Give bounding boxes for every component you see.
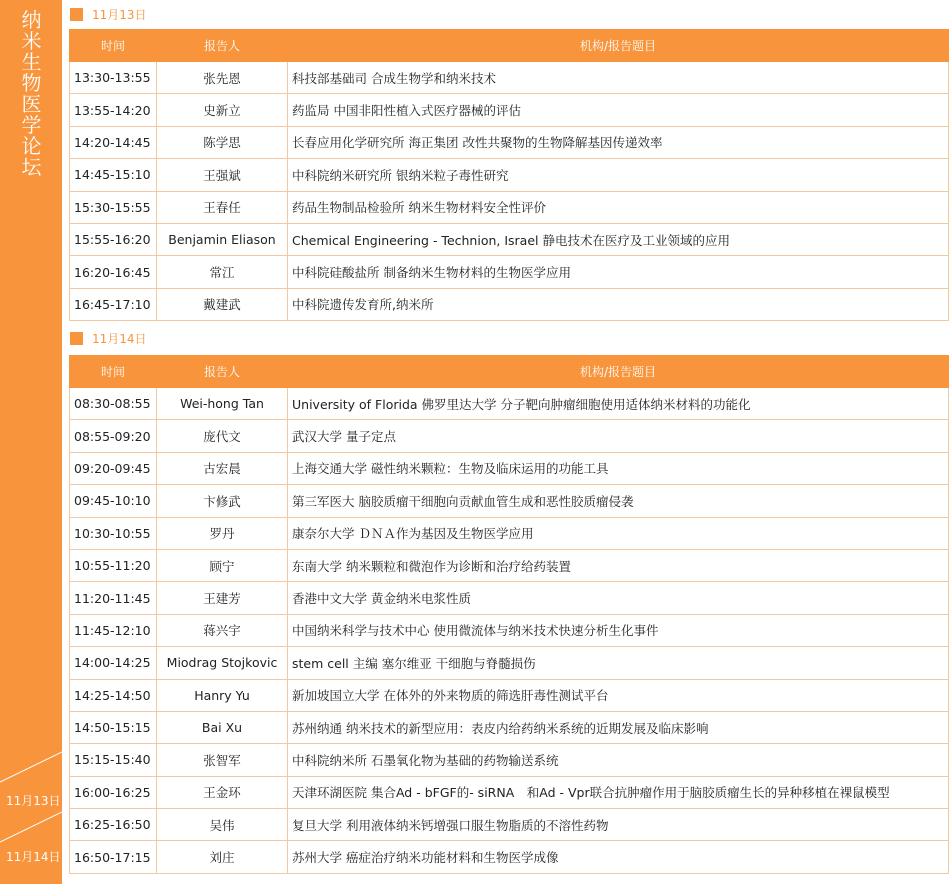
- time-cell: 16:45-17:10: [70, 288, 157, 320]
- time-cell: 08:30-08:55: [70, 388, 157, 420]
- time-cell: 15:30-15:55: [70, 191, 157, 223]
- topic-cell: 药品生物制品检验所 纳米生物材料安全性评价: [288, 191, 949, 223]
- sidebar: [0, 0, 62, 884]
- time-cell: 09:45-10:10: [70, 485, 157, 517]
- speaker-cell: 王金环: [157, 776, 288, 808]
- col-header-time: 时间: [70, 356, 157, 388]
- topic-cell: stem cell 主编 塞尔维亚 干细胞与脊髓损伤: [288, 647, 949, 679]
- speaker-cell: Hanry Yu: [157, 679, 288, 711]
- topic-cell: 康奈尔大学 ＤＮＡ作为基因及生物医学应用: [288, 517, 949, 549]
- time-cell: 15:15-15:40: [70, 744, 157, 776]
- header-row: [70, 356, 949, 388]
- time-cell: 16:00-16:25: [70, 776, 157, 808]
- date-marker-icon: [70, 332, 83, 345]
- time-cell: 13:30-13:55: [70, 62, 157, 94]
- table-row: [70, 388, 949, 420]
- speaker-cell: Benjamin Eliason: [157, 223, 288, 255]
- col-header-speaker: 报告人: [157, 356, 288, 388]
- topic-cell: 天津环湖医院 集合Ad - bFGF的- siRNA 和Ad - Vpr联合抗肿瘤作用于脑胶质瘤生长的异种移植在裸鼠模型: [288, 776, 949, 808]
- topic-cell: 第三军医大 脑胶质瘤干细胞向贡献血管生成和恶性胶质瘤侵袭: [288, 485, 949, 517]
- col-header-time: 时间: [70, 30, 157, 62]
- time-cell: 11:45-12:10: [70, 614, 157, 646]
- speaker-cell: 古宏晨: [157, 452, 288, 484]
- speaker-cell: 张先恩: [157, 62, 288, 94]
- day-date: 11月13日: [92, 7, 147, 22]
- speaker-cell: 王建芳: [157, 582, 288, 614]
- speaker-cell: 戴建武: [157, 288, 288, 320]
- topic-cell: 苏州纳通 纳米技术的新型应用：表皮内给药纳米系统的近期发展及临床影响: [288, 711, 949, 743]
- forum-title: 纳米生物医学论坛: [21, 8, 43, 179]
- topic-cell: 中国纳米科学与技术中心 使用微流体与纳米技术快速分析生化事件: [288, 614, 949, 646]
- table-row: [70, 288, 949, 320]
- table-row: [70, 744, 949, 776]
- topic-cell: 复旦大学 利用液体纳米钙增强口服生物脂质的不溶性药物: [288, 809, 949, 841]
- topic-cell: 长春应用化学研究所 海正集团 改性共聚物的生物降解基因传递效率: [288, 126, 949, 158]
- time-cell: 09:20-09:45: [70, 452, 157, 484]
- topic-cell: 中科院纳米研究所 银纳米粒子毒性研究: [288, 159, 949, 191]
- topic-cell: 东南大学 纳米颗粒和微泡作为诊断和治疗给药装置: [288, 549, 949, 581]
- speaker-cell: 卞修武: [157, 485, 288, 517]
- topic-cell: 中科院硅酸盐所 制备纳米生物材料的生物医学应用: [288, 256, 949, 288]
- table-row: [70, 841, 949, 873]
- topic-cell: Chemical Engineering - Technion, Israel 静电技术在医疗及工业领域的应用: [288, 223, 949, 255]
- topic-cell: 香港中文大学 黄金纳米电浆性质: [288, 582, 949, 614]
- topic-cell: 药监局 中国非阳性植入式医疗器械的评估: [288, 94, 949, 126]
- speaker-cell: 吴伟: [157, 809, 288, 841]
- nav-day-nov14[interactable]: 11月14日: [6, 850, 61, 864]
- table-row: [70, 256, 949, 288]
- topic-cell: 新加坡国立大学 在体外的外来物质的筛选肝毒性测试平台: [288, 679, 949, 711]
- topic-cell: 苏州大学 癌症治疗纳米功能材料和生物医学成像: [288, 841, 949, 873]
- time-cell: 10:30-10:55: [70, 517, 157, 549]
- date-marker-icon: [70, 8, 83, 21]
- topic-cell: 中科院遗传发育所,纳米所: [288, 288, 949, 320]
- time-cell: 14:50-15:15: [70, 711, 157, 743]
- speaker-cell: Wei-hong Tan: [157, 388, 288, 420]
- topic-cell: University of Florida 佛罗里达大学 分子靶向肿瘤细胞使用适体纳米材料的功能化: [288, 388, 949, 420]
- header-row: [70, 30, 949, 62]
- table-row: [70, 582, 949, 614]
- table-row: [70, 420, 949, 452]
- time-cell: 16:25-16:50: [70, 809, 157, 841]
- table-row: [70, 647, 949, 679]
- table-row: [70, 679, 949, 711]
- time-cell: 11:20-11:45: [70, 582, 157, 614]
- table-row: [70, 452, 949, 484]
- table-row: [70, 62, 949, 94]
- table-row: [70, 126, 949, 158]
- table-row: [70, 223, 949, 255]
- time-cell: 10:55-11:20: [70, 549, 157, 581]
- table-row: [70, 776, 949, 808]
- speaker-cell: 罗丹: [157, 517, 288, 549]
- time-cell: 16:20-16:45: [70, 256, 157, 288]
- day-date: 11月14日: [92, 331, 147, 346]
- speaker-cell: 王强斌: [157, 159, 288, 191]
- topic-cell: 上海交通大学 磁性纳米颗粒：生物及临床运用的功能工具: [288, 452, 949, 484]
- col-header-speaker: 报告人: [157, 30, 288, 62]
- speaker-cell: 顾宁: [157, 549, 288, 581]
- speaker-cell: 常江: [157, 256, 288, 288]
- table-row: [70, 809, 949, 841]
- time-cell: 13:55-14:20: [70, 94, 157, 126]
- table-row: [70, 614, 949, 646]
- time-cell: 14:20-14:45: [70, 126, 157, 158]
- speaker-cell: 史新立: [157, 94, 288, 126]
- sidebar-dividers: [0, 0, 62, 884]
- divider-line: [0, 752, 62, 782]
- speaker-cell: 张智军: [157, 744, 288, 776]
- speaker-cell: 庞代文: [157, 420, 288, 452]
- col-header-topic: 机构/报告题目: [288, 356, 949, 388]
- time-cell: 15:55-16:20: [70, 223, 157, 255]
- schedule-table-nov13: [69, 29, 949, 321]
- col-header-topic: 机构/报告题目: [288, 30, 949, 62]
- table-row: [70, 517, 949, 549]
- topic-cell: 武汉大学 量子定点: [288, 420, 949, 452]
- topic-cell: 科技部基础司 合成生物学和纳米技术: [288, 62, 949, 94]
- day-heading-nov14: [70, 330, 147, 346]
- speaker-cell: 陈学思: [157, 126, 288, 158]
- speaker-cell: Bai Xu: [157, 711, 288, 743]
- table-row: [70, 94, 949, 126]
- table-row: [70, 549, 949, 581]
- time-cell: 08:55-09:20: [70, 420, 157, 452]
- table-row: [70, 711, 949, 743]
- table-row: [70, 485, 949, 517]
- table-row: [70, 191, 949, 223]
- table-row: [70, 159, 949, 191]
- topic-cell: 中科院纳米所 石墨氧化物为基础的药物输送系统: [288, 744, 949, 776]
- speaker-cell: 王春任: [157, 191, 288, 223]
- divider-line: [0, 812, 62, 842]
- nav-day-nov13[interactable]: 11月13日: [6, 794, 61, 808]
- time-cell: 16:50-17:15: [70, 841, 157, 873]
- speaker-cell: Miodrag Stojkovic: [157, 647, 288, 679]
- speaker-cell: 刘庄: [157, 841, 288, 873]
- time-cell: 14:45-15:10: [70, 159, 157, 191]
- speaker-cell: 蒋兴宇: [157, 614, 288, 646]
- time-cell: 14:25-14:50: [70, 679, 157, 711]
- day-heading-nov13: [70, 6, 147, 22]
- time-cell: 14:00-14:25: [70, 647, 157, 679]
- schedule-table-nov14: [69, 355, 949, 874]
